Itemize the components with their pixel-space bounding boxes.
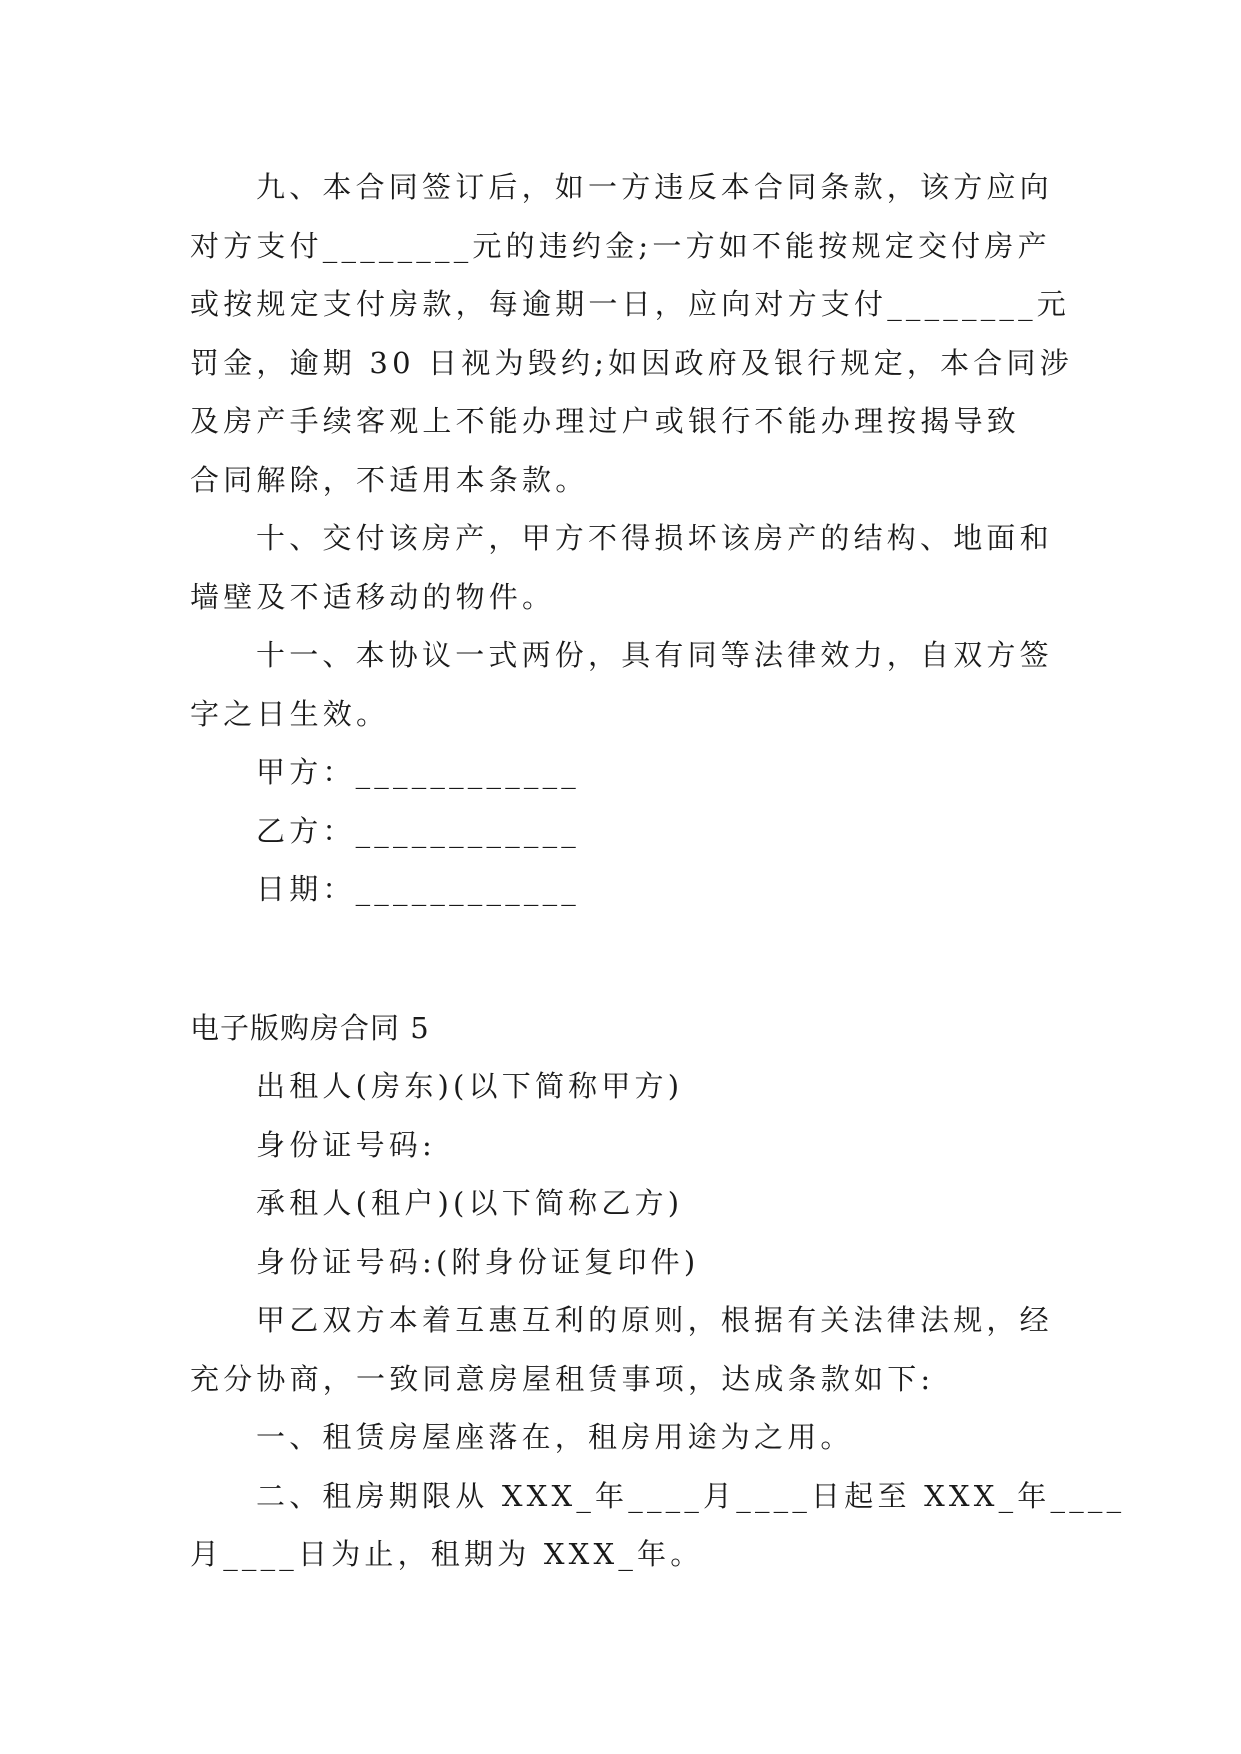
signature-party-a: 甲方：____________ (256, 755, 581, 789)
section-title: 电子版购房合同 5 (190, 1010, 430, 1045)
clause-11-line-2: 字之日生效。 (190, 696, 390, 731)
lessee-line: 承租人(租户)(以下简称乙方) (256, 1186, 684, 1220)
lessor-line: 出租人(房东)(以下简称甲方) (256, 1069, 684, 1103)
clause-10-line-1: 十、交付该房产，甲方不得损坏该房产的结构、地面和 (256, 521, 1053, 555)
clause-11-line-1: 十一、本协议一式两份，具有同等法律效力，自双方签 (256, 638, 1053, 672)
preamble-line-1: 甲乙双方本着互惠互利的原则，根据有关法律法规，经 (256, 1303, 1053, 1337)
signature-party-b: 乙方：____________ (256, 813, 581, 848)
clause-9-line-1: 九、本合同签订后，如一方违反本合同条款，该方应向 (256, 170, 1053, 204)
preamble-line-2: 充分协商，一致同意房屋租赁事项，达成条款如下: (190, 1361, 935, 1396)
rent-clause-2-line-1: 二、租房期限从 XXX_年____月____日起至 XXX_年____ (256, 1478, 1126, 1513)
lessee-id-line: 身份证号码:(附身份证复印件) (256, 1244, 700, 1279)
clause-9-line-3: 或按规定支付房款，每逾期一日，应向对方支付________元 (190, 287, 1071, 321)
document-page (190, 158, 1126, 1584)
clause-9-line-2: 对方支付________元的违约金;一方如不能按规定交付房产 (190, 228, 1051, 263)
rent-clause-1: 一、租赁房屋座落在，租房用途为之用。 (256, 1420, 854, 1454)
clause-9-line-4: 罚金，逾期 30 日视为毁约;如因政府及银行规定，本合同涉 (190, 345, 1073, 380)
signature-date: 日期：____________ (256, 872, 581, 906)
clause-9-line-6: 合同解除，不适用本条款。 (190, 462, 589, 497)
clause-9-line-5: 及房产手续客观上不能办理过户或银行不能办理按揭导致 (190, 404, 1021, 438)
lessor-id-line: 身份证号码: (256, 1127, 436, 1162)
rent-clause-2-line-2: 月____日为止，租期为 XXX_年。 (190, 1537, 704, 1571)
clause-10-line-2: 墙壁及不适移动的物件。 (190, 579, 556, 614)
section-gap (190, 919, 1050, 999)
